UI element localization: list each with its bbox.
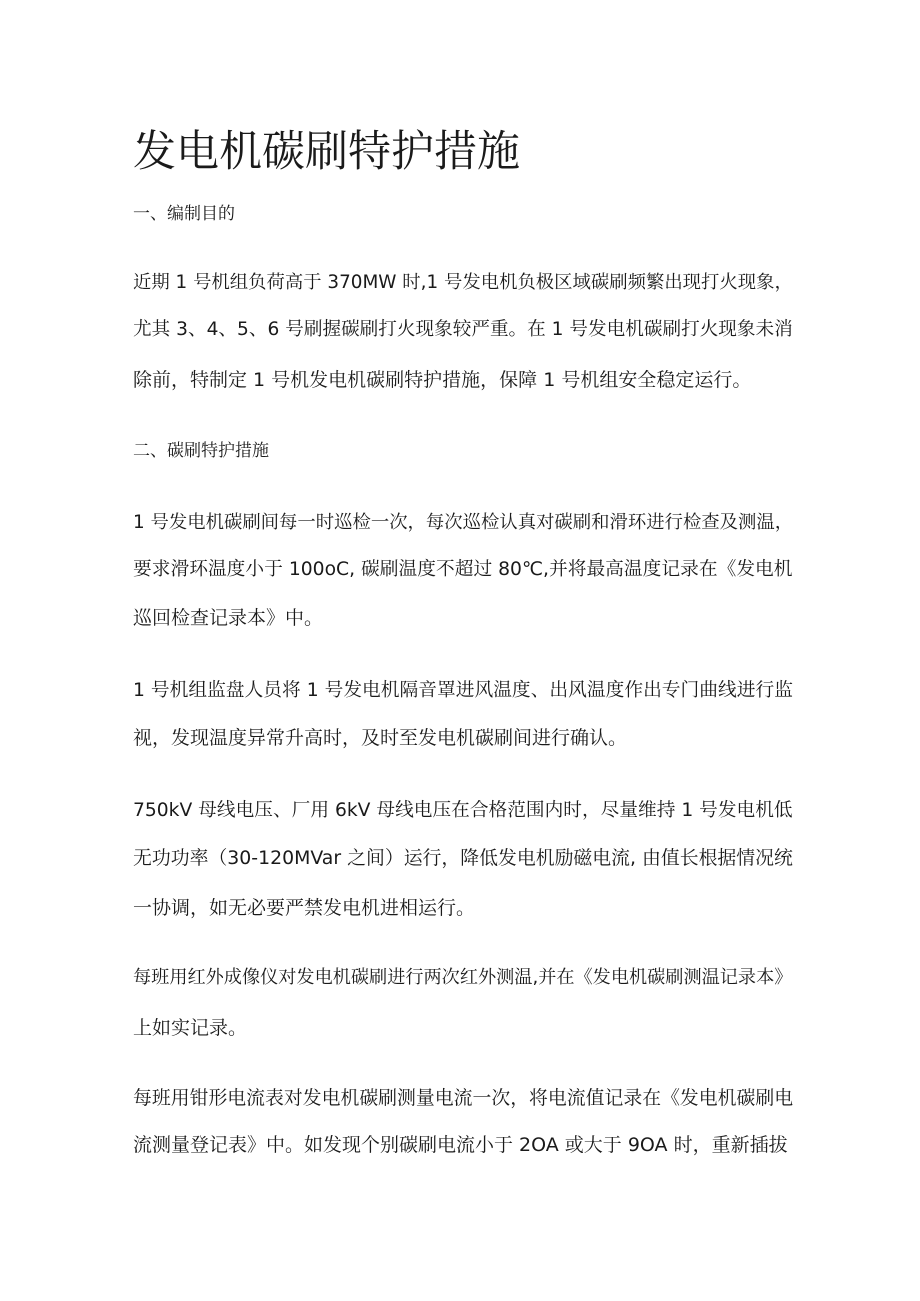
document-title: 发电机碳刷特护措施	[133, 127, 520, 177]
section-heading-purpose: 一、编制目的	[133, 204, 235, 224]
paragraph-line: 视，发现温度异常升高时，及时至发电机碳刷间进行确认。	[133, 727, 628, 749]
paragraph-line: 750kV 母线电压、厂用 6kV 母线电压在合格范围内时，尽量维持 1 号发电机低	[133, 800, 793, 821]
paragraph-line: 流测量登记表》中。如发现个别碳刷电流小于 2OA 或大于 9OA 时，重新插拔	[133, 1134, 788, 1156]
paragraph-line: 上如实记录。	[133, 1017, 248, 1039]
paragraph-line: 每班用钳形电流表对发电机碳刷测量电流一次，将电流值记录在《发电机碳刷电	[133, 1087, 794, 1109]
paragraph-line: 要求滑环温度小于 100oC, 碳刷温度不超过 80℃,并将最高温度记录在《发电机	[133, 559, 793, 580]
paragraph-line: 每班用红外成像仪对发电机碳刷进行两次红外测温,并在《发电机碳刷测温记录本》	[133, 967, 793, 988]
paragraph-line: 一协调，如无必要严禁发电机进相运行。	[133, 897, 476, 919]
paragraph-line: 除前，特制定 1 号机发电机碳刷特护措施，保障 1 号机组安全稳定运行。	[133, 369, 752, 391]
paragraph-line: 1 号机组监盘人员将 1 号发电机隔音罩进风温度、出风温度作出专门曲线进行监	[133, 680, 793, 701]
paragraph-line: 无功功率（30-120MVar 之间）运行，降低发电机励磁电流, 由值长根据情况统	[133, 847, 793, 869]
paragraph-line: 巡回检查记录本》中。	[133, 607, 324, 629]
paragraph-line: 近期 1 号机组负荷高于 370MW 时,1 号发电机负极区域碳刷频繁出现打火现象，	[133, 272, 793, 293]
paragraph-line: 尤其 3、4、5、6 号刷握碳刷打火现象较严重。在 1 号发电机碳刷打火现象未消	[133, 319, 793, 340]
section-heading-measures: 二、碳刷特护措施	[133, 441, 269, 461]
paragraph-line: 1 号发电机碳刷间每一时巡检一次，每次巡检认真对碳刷和滑环进行检查及测温，	[133, 512, 794, 533]
